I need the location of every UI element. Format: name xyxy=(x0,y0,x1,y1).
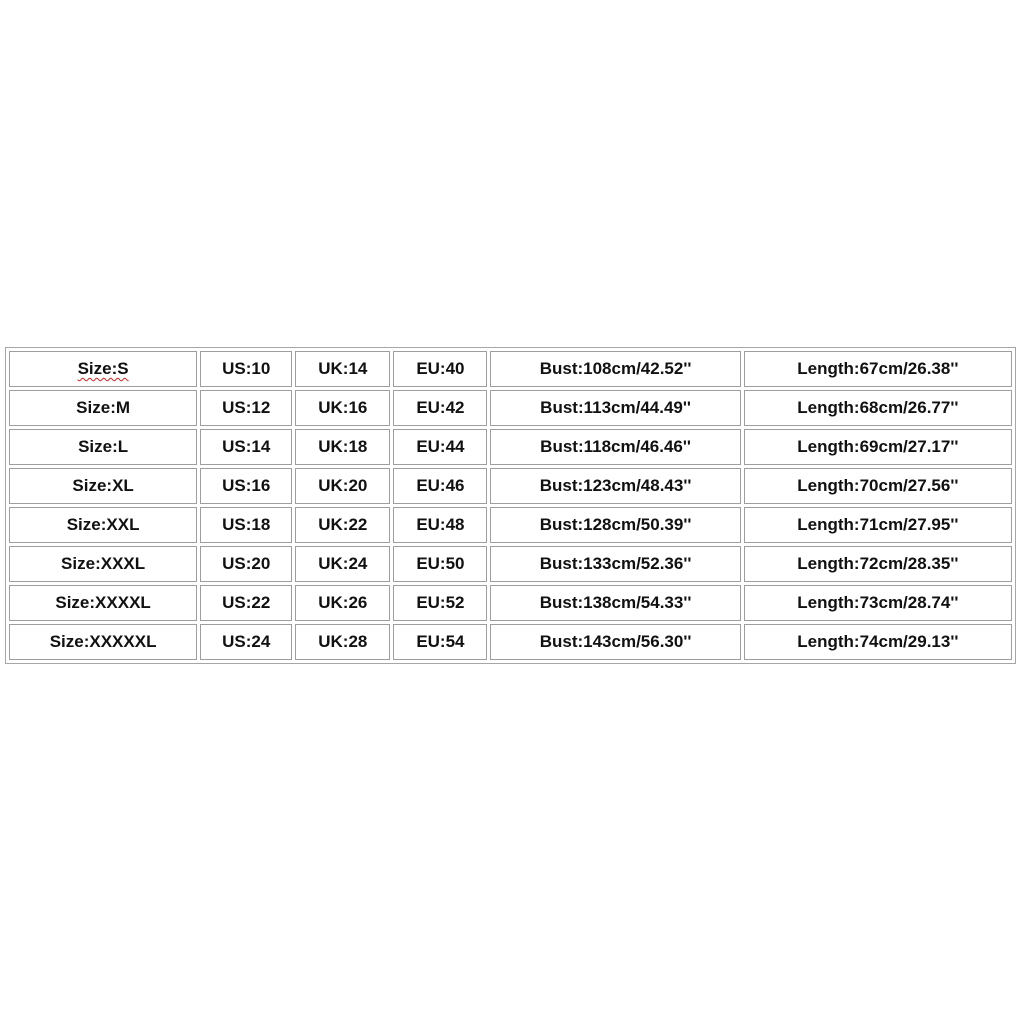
bust-cell: Bust:118cm/46.46'' xyxy=(490,429,740,465)
size-cell: Size:XXXL xyxy=(9,546,197,582)
size-cell: Size:XL xyxy=(9,468,197,504)
table-row xyxy=(9,351,1012,387)
bust-cell: Bust:138cm/54.33'' xyxy=(490,585,740,621)
us-size-cell: US:18 xyxy=(200,507,292,543)
table-row xyxy=(9,429,1012,465)
length-cell: Length:68cm/26.77'' xyxy=(744,390,1012,426)
length-cell: Length:69cm/27.17'' xyxy=(744,429,1012,465)
eu-size-cell: EU:50 xyxy=(393,546,487,582)
us-size-cell: US:16 xyxy=(200,468,292,504)
length-cell: Length:71cm/27.95'' xyxy=(744,507,1012,543)
length-cell: Length:73cm/28.74'' xyxy=(744,585,1012,621)
eu-size-cell: EU:42 xyxy=(393,390,487,426)
eu-size-cell: EU:46 xyxy=(393,468,487,504)
bust-cell: Bust:113cm/44.49'' xyxy=(490,390,740,426)
size-cell: Size:L xyxy=(9,429,197,465)
size-label: Size:S xyxy=(77,359,129,378)
eu-size-cell: EU:48 xyxy=(393,507,487,543)
size-cell: Size:XXL xyxy=(9,507,197,543)
uk-size-cell: UK:24 xyxy=(295,546,390,582)
size-cell: Size:XXXXL xyxy=(9,585,197,621)
eu-size-cell: EU:52 xyxy=(393,585,487,621)
us-size-cell: US:10 xyxy=(200,351,292,387)
us-size-cell: US:24 xyxy=(200,624,292,660)
eu-size-cell: EU:44 xyxy=(393,429,487,465)
table-row xyxy=(9,507,1012,543)
length-cell: Length:67cm/26.38'' xyxy=(744,351,1012,387)
bust-cell: Bust:143cm/56.30'' xyxy=(490,624,740,660)
size-cell: Size:M xyxy=(9,390,197,426)
uk-size-cell: UK:16 xyxy=(295,390,390,426)
size-chart-table xyxy=(5,347,1016,664)
uk-size-cell: UK:20 xyxy=(295,468,390,504)
uk-size-cell: UK:26 xyxy=(295,585,390,621)
eu-size-cell: EU:54 xyxy=(393,624,487,660)
bust-cell: Bust:133cm/52.36'' xyxy=(490,546,740,582)
uk-size-cell: UK:28 xyxy=(295,624,390,660)
table-row xyxy=(9,624,1012,660)
bust-cell: Bust:123cm/48.43'' xyxy=(490,468,740,504)
us-size-cell: US:12 xyxy=(200,390,292,426)
size-cell: Size:XXXXXL xyxy=(9,624,197,660)
us-size-cell: US:22 xyxy=(200,585,292,621)
us-size-cell: US:14 xyxy=(200,429,292,465)
length-cell: Length:74cm/29.13'' xyxy=(744,624,1012,660)
table-row xyxy=(9,468,1012,504)
bust-cell: Bust:108cm/42.52'' xyxy=(490,351,740,387)
size-cell xyxy=(9,351,197,387)
bust-cell: Bust:128cm/50.39'' xyxy=(490,507,740,543)
table-row xyxy=(9,585,1012,621)
length-cell: Length:70cm/27.56'' xyxy=(744,468,1012,504)
uk-size-cell: UK:22 xyxy=(295,507,390,543)
table-row xyxy=(9,546,1012,582)
uk-size-cell: UK:18 xyxy=(295,429,390,465)
uk-size-cell: UK:14 xyxy=(295,351,390,387)
us-size-cell: US:20 xyxy=(200,546,292,582)
length-cell: Length:72cm/28.35'' xyxy=(744,546,1012,582)
eu-size-cell: EU:40 xyxy=(393,351,487,387)
table-row xyxy=(9,390,1012,426)
